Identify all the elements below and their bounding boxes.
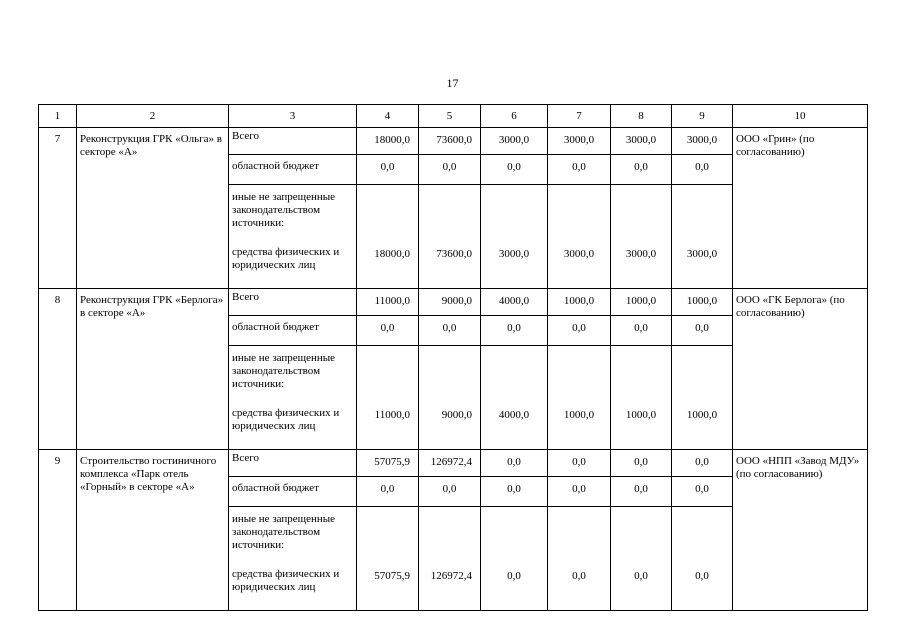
value-cell — [611, 185, 672, 289]
source-phys-label: средства физических и юридических лиц — [232, 568, 340, 593]
source-other-label: иные не запрещенные законодательством источники: — [232, 513, 336, 551]
value-cell: 3000,0 — [611, 128, 672, 155]
value-cell — [481, 346, 548, 450]
value-cell: 57075,9 — [357, 450, 419, 477]
value-cell — [481, 185, 548, 289]
value-cell — [672, 507, 733, 611]
header-col-6: 6 — [481, 105, 548, 128]
table-row — [39, 289, 868, 316]
value-cell: 0,0 — [419, 155, 481, 185]
value-cell — [357, 346, 419, 450]
value-cell — [611, 346, 672, 450]
value-text: 0,0 — [572, 570, 586, 582]
value-cell — [672, 346, 733, 450]
value-text: 1000,0 — [625, 409, 657, 421]
source-regional: областной бюджет — [229, 477, 357, 507]
header-col-1: 1 — [39, 105, 77, 128]
header-col-5: 5 — [419, 105, 481, 128]
project-name: Строительство гостиничного комплекса «Парк отель «Горный» в секторе «А» — [77, 450, 229, 611]
value-text: 0,0 — [634, 570, 648, 582]
value-text: 11000,0 — [374, 409, 410, 421]
row-number: 7 — [39, 128, 77, 289]
value-cell: 0,0 — [611, 155, 672, 185]
header-col-3: 3 — [229, 105, 357, 128]
value-cell: 0,0 — [357, 316, 419, 346]
value-cell: 9000,0 — [419, 289, 481, 316]
value-cell: 4000,0 — [481, 289, 548, 316]
row-number: 8 — [39, 289, 77, 450]
project-name: Реконструкция ГРК «Ольга» в секторе «А» — [77, 128, 229, 289]
value-cell: 0,0 — [548, 316, 611, 346]
value-text: 126972,4 — [430, 570, 472, 582]
header-col-9: 9 — [672, 105, 733, 128]
value-cell: 0,0 — [481, 316, 548, 346]
value-text: 3000,0 — [563, 248, 595, 260]
value-cell: 0,0 — [548, 477, 611, 507]
value-cell: 73600,0 — [419, 128, 481, 155]
value-text: 1000,0 — [563, 409, 595, 421]
value-cell: 11000,0 — [357, 289, 419, 316]
value-cell: 1000,0 — [672, 289, 733, 316]
value-cell — [481, 507, 548, 611]
value-cell: 0,0 — [419, 316, 481, 346]
organization: ООО «Грин» (по согласованию) — [733, 128, 868, 289]
value-text: 3000,0 — [625, 248, 657, 260]
value-cell: 0,0 — [672, 477, 733, 507]
source-total: Всего — [229, 450, 357, 477]
organization: ООО «ГК Берлога» (по согласованию) — [733, 289, 868, 450]
value-cell — [672, 185, 733, 289]
value-cell — [548, 346, 611, 450]
source-other — [229, 185, 357, 289]
source-total: Всего — [229, 289, 357, 316]
source-other-label: иные не запрещенные законодательством источники: — [232, 191, 336, 229]
value-text: 9000,0 — [441, 409, 472, 421]
value-cell — [548, 185, 611, 289]
value-text: 18000,0 — [374, 248, 410, 260]
source-regional: областной бюджет — [229, 316, 357, 346]
value-cell: 126972,4 — [419, 450, 481, 477]
value-cell: 0,0 — [548, 450, 611, 477]
value-cell: 0,0 — [481, 155, 548, 185]
value-cell: 0,0 — [611, 316, 672, 346]
header-row — [39, 105, 868, 128]
value-text: 0,0 — [695, 570, 709, 582]
value-text: 3000,0 — [498, 248, 530, 260]
source-phys-label: средства физических и юридических лиц — [232, 407, 340, 432]
value-text: 73600,0 — [436, 248, 472, 260]
header-col-4: 4 — [357, 105, 419, 128]
value-cell: 0,0 — [611, 477, 672, 507]
value-cell — [548, 507, 611, 611]
source-other — [229, 507, 357, 611]
header-col-2: 2 — [77, 105, 229, 128]
source-total: Всего — [229, 128, 357, 155]
value-cell: 0,0 — [357, 477, 419, 507]
source-other — [229, 346, 357, 450]
value-cell — [611, 507, 672, 611]
value-cell: 18000,0 — [357, 128, 419, 155]
row-number: 9 — [39, 450, 77, 611]
value-cell — [357, 507, 419, 611]
value-cell — [419, 346, 481, 450]
value-cell: 0,0 — [672, 450, 733, 477]
value-cell — [357, 185, 419, 289]
value-text: 4000,0 — [498, 409, 530, 421]
value-cell: 0,0 — [611, 450, 672, 477]
source-regional: областной бюджет — [229, 155, 357, 185]
header-col-8: 8 — [611, 105, 672, 128]
header-col-7: 7 — [548, 105, 611, 128]
value-cell — [419, 507, 481, 611]
header-col-10: 10 — [733, 105, 868, 128]
value-cell: 1000,0 — [611, 289, 672, 316]
page-number: 17 — [446, 76, 459, 90]
value-cell: 0,0 — [357, 155, 419, 185]
value-cell: 3000,0 — [481, 128, 548, 155]
value-text: 57075,9 — [374, 570, 410, 582]
value-cell: 0,0 — [419, 477, 481, 507]
project-name: Реконструкция ГРК «Берлога» в секторе «А» — [77, 289, 229, 450]
value-cell: 0,0 — [672, 155, 733, 185]
source-other-label: иные не запрещенные законодательством источники: — [232, 352, 336, 390]
funding-table — [38, 104, 868, 611]
value-cell: 1000,0 — [548, 289, 611, 316]
value-cell — [419, 185, 481, 289]
table-row — [39, 128, 868, 155]
table-row — [39, 450, 868, 477]
value-text: 0,0 — [507, 570, 521, 582]
source-phys-label: средства физических и юридических лиц — [232, 246, 340, 271]
value-cell: 0,0 — [672, 316, 733, 346]
organization: ООО «НПП «Завод МДУ» (по согласованию) — [733, 450, 868, 611]
value-cell: 3000,0 — [672, 128, 733, 155]
value-cell: 0,0 — [481, 450, 548, 477]
value-text: 1000,0 — [686, 409, 718, 421]
value-cell: 3000,0 — [548, 128, 611, 155]
value-cell: 0,0 — [481, 477, 548, 507]
value-cell: 0,0 — [548, 155, 611, 185]
value-text: 3000,0 — [686, 248, 718, 260]
